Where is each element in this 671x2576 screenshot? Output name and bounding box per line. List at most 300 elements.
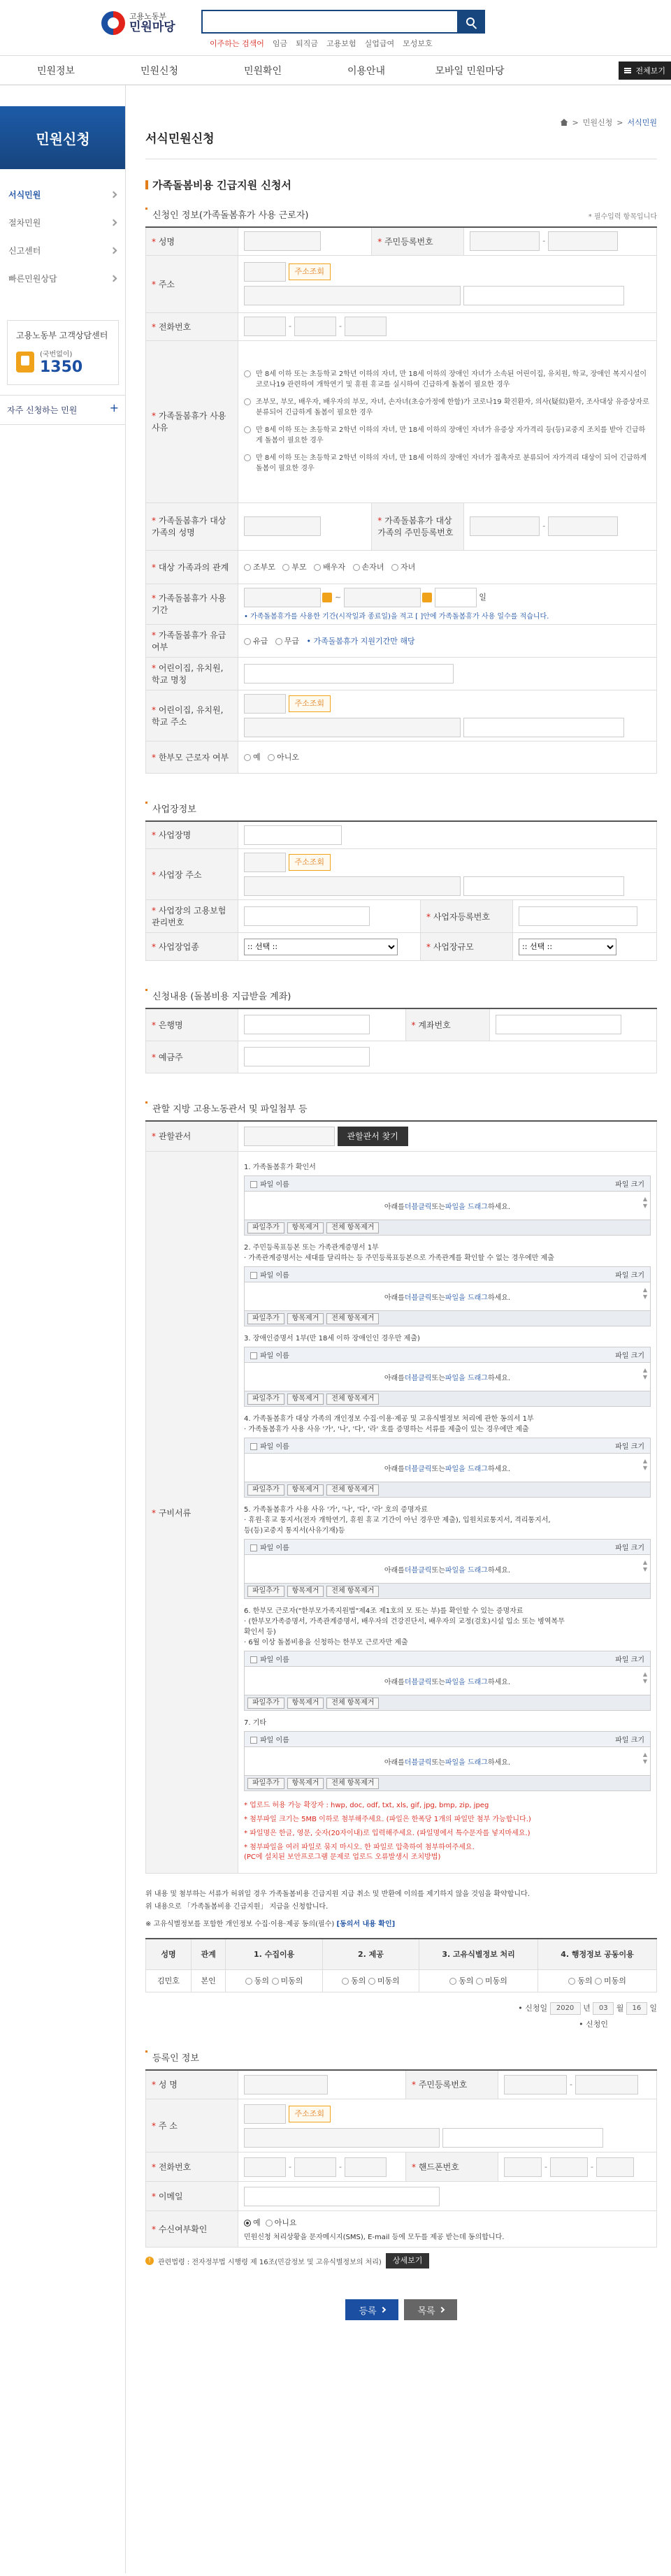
drop-text-link: 파일을 드래그 <box>445 1566 488 1575</box>
logo-title: 민원마당 <box>129 20 175 34</box>
biz-scale-select[interactable] <box>519 939 616 955</box>
reg-mobile-1-input[interactable] <box>504 2157 542 2177</box>
calendar-icon[interactable] <box>322 593 332 602</box>
reason-text: 만 8세 이하 또는 초등학교 2학년 이하의 자녀, 만 18세 이하의 장애인 자녀가 소속된 어린이집, 유치원, 학교, 장애인 복지시설이 코로나19 관련하여 개학연기 및 휴원 휴교를 실시하여 긴급하게 돌봄이 필요한 경우 <box>256 370 647 389</box>
select-all-checkbox[interactable] <box>250 1656 257 1663</box>
biz-address-detail-input[interactable] <box>463 876 624 896</box>
relation-radio[interactable] <box>353 564 360 571</box>
law-text: 관련법령 : 전자정부법 시행령 제 16조(민감정보 및 고유식별정보의 처리) <box>158 2258 382 2266</box>
office-search-button[interactable]: 관할관서 찾기 <box>338 1127 408 1146</box>
school-address-detail-input[interactable] <box>463 718 624 737</box>
label-text: 관할관서 <box>158 1131 192 1142</box>
file-list-header <box>245 1347 650 1363</box>
file-size-header: 파일 크기 <box>615 1656 644 1664</box>
law-detail-button[interactable]: 상세보기 <box>386 2253 430 2269</box>
file-add-button[interactable]: 파일추가 <box>247 1394 284 1405</box>
paid-option: 무급 <box>284 636 300 646</box>
file-remove-all-button[interactable]: 전체 항목제거 <box>326 1313 379 1324</box>
biz-insure-input[interactable] <box>244 906 370 926</box>
file-name-header: 파일 이름 <box>260 1544 289 1552</box>
reg-phone-2-input[interactable] <box>294 2157 336 2177</box>
biz-zipcode-input[interactable] <box>244 853 286 872</box>
hamburger-icon <box>624 68 631 73</box>
file-add-button[interactable]: 파일추가 <box>247 1778 284 1789</box>
field-label: * 이메일 <box>146 2182 238 2211</box>
date-day[interactable]: 16 <box>626 2002 647 2015</box>
reg-zipcode-input[interactable] <box>244 2104 286 2124</box>
name-input[interactable] <box>244 231 321 251</box>
drop-text: 또는 <box>431 1758 445 1767</box>
file-buttons <box>245 1482 650 1497</box>
file-list-header <box>245 1540 650 1555</box>
field-label: * 가족돌봄휴가 사용 사유 <box>146 340 238 502</box>
drop-text: 아래를 <box>384 1758 405 1767</box>
col-header: 2. 제공 <box>322 1939 419 1969</box>
recv-option: 아니요 <box>274 2218 297 2227</box>
scroll-arrows-icon[interactable]: ▲ ▼ <box>642 1671 647 1684</box>
field-label: * 성명 <box>146 227 238 255</box>
drop-text: 또는 <box>431 1566 445 1575</box>
drop-text-link: 더블클릭 <box>404 1203 432 1211</box>
chevron-right-icon <box>110 247 117 254</box>
reg-address-detail-input[interactable] <box>442 2128 603 2148</box>
field-label: * 전화번호 <box>146 312 238 340</box>
consent-name: 김민호 <box>146 1969 192 1992</box>
file-list-header <box>245 1438 650 1454</box>
recv-note: 민원신청 처리상황을 문자메시지(SMS), E-mail 등에 모두를 제공 받는데 동의합니다. <box>244 2234 505 2241</box>
search-box <box>201 10 485 34</box>
label-text: 사업자등록번호 <box>433 911 490 922</box>
keyword-link[interactable]: 모성보호 <box>403 39 433 48</box>
reg-rrn-second-input[interactable] <box>575 2075 638 2094</box>
label-text: 가족돌봄휴가 사용기간 <box>152 593 226 615</box>
field-label: * 한부모 근로자 여부 <box>146 741 238 773</box>
phone-icon <box>16 352 34 372</box>
school-zipcode-input[interactable] <box>244 694 286 714</box>
biz-address-input[interactable] <box>244 876 461 896</box>
consent-disagree-radio[interactable] <box>476 1978 483 1985</box>
target-rrn-second-input[interactable] <box>548 516 618 536</box>
field-label: * 은행명 <box>146 1008 238 1041</box>
rrn-second-input[interactable] <box>548 231 618 251</box>
file-add-button[interactable]: 파일추가 <box>247 1313 284 1324</box>
consent-agree-radio[interactable] <box>568 1978 575 1985</box>
submit-button[interactable] <box>345 2299 398 2320</box>
agree-consent-text: ※ 고유식별정보를 포함한 개인정보 수집·이용·제공 동의(필수) <box>145 1920 335 1928</box>
date-month[interactable]: 03 <box>593 2002 614 2015</box>
file-remove-button[interactable]: 항목제거 <box>287 1222 324 1233</box>
address-search-button[interactable]: 주소조회 <box>289 263 331 280</box>
field-label: * 성 명 <box>146 2070 238 2099</box>
page-title: 서식민원신청 <box>145 85 657 159</box>
school-address-search-button[interactable]: 주소조회 <box>289 695 331 712</box>
file-upload-box[interactable] <box>244 1651 651 1711</box>
recv-option: 예 <box>253 2218 261 2227</box>
select-all-checkbox[interactable] <box>250 1272 257 1279</box>
reason-radio[interactable] <box>244 454 251 461</box>
file-upload-box[interactable] <box>244 1539 651 1599</box>
file-buttons <box>245 1695 650 1710</box>
file-upload-box[interactable] <box>244 1266 651 1326</box>
agree-line: 위 내용으로 「가족돌봄비용 긴급지원」 지급을 신청합니다. <box>145 1903 329 1911</box>
consent-disagree-radio[interactable] <box>272 1978 279 1985</box>
agree-consent-line <box>145 1919 657 1930</box>
file-size-header: 파일 크기 <box>615 1443 644 1451</box>
calendar-icon[interactable] <box>422 593 432 602</box>
consent-disagree-radio[interactable] <box>368 1978 375 1985</box>
label-text: 가족돌봄휴가 대상가족의 성명 <box>152 516 226 537</box>
registrant-form: * 성 명 * 주민등록번호 - * 주 소 주소조회 * 전화번호 - - * 핸드폰번호 - - * 이메일 * 수신여부확인 예 아니요 민원신청 처리상황을 문자메시지(SMS), E-mail 등에 모두를 제공 받는데 동의합니다. <box>145 2069 657 2248</box>
chevron-right-icon <box>110 275 117 282</box>
drop-text: 아래를 <box>384 1678 405 1686</box>
biz-name-input[interactable] <box>244 825 342 845</box>
search-input[interactable] <box>203 11 457 32</box>
target-rrn-first-input[interactable] <box>470 516 540 536</box>
drop-text-link: 파일을 드래그 <box>445 1678 488 1686</box>
chevron-right-icon <box>380 2307 385 2313</box>
all-menu-button[interactable] <box>619 61 671 80</box>
col-header: 4. 행정정보 공동이용 <box>538 1939 657 1969</box>
drop-text-link: 파일을 드래그 <box>445 1465 488 1473</box>
relation-radio[interactable] <box>391 564 398 571</box>
breadcrumb-current[interactable]: 서식민원 <box>627 118 657 127</box>
label-text: 전화번호 <box>158 2162 192 2172</box>
file-remove-all-button[interactable]: 전체 항목제거 <box>326 1698 379 1709</box>
drop-text-link: 더블클릭 <box>404 1294 432 1302</box>
sidebar-item-report[interactable] <box>0 236 126 264</box>
radio-label: 동의 <box>351 1976 366 1985</box>
keyword-link[interactable]: 실업급여 <box>364 39 395 48</box>
file-remove-button[interactable]: 항목제거 <box>287 1484 324 1496</box>
consent-table <box>145 1938 657 1992</box>
relation-option: 조부모 <box>253 563 275 572</box>
col-header: 성명 <box>146 1939 192 1969</box>
radio-label: 미동의 <box>603 1976 626 1985</box>
consent-disagree-radio[interactable] <box>595 1978 602 1985</box>
chevron-right-icon <box>110 219 117 226</box>
file-drop-zone[interactable] <box>245 1363 650 1391</box>
file-buttons <box>245 1310 650 1326</box>
sidebar-item-consult[interactable] <box>0 264 126 292</box>
scroll-arrows-icon[interactable]: ▲ ▼ <box>642 1458 647 1471</box>
label-text: 사업장규모 <box>433 942 474 952</box>
search-button[interactable] <box>457 11 484 32</box>
phone-2-input[interactable] <box>294 317 336 336</box>
address-detail-input[interactable] <box>463 286 624 305</box>
file-remove-all-button[interactable]: 전체 항목제거 <box>326 1484 379 1496</box>
consent-relation: 본인 <box>191 1969 226 1992</box>
select-all-checkbox[interactable] <box>250 1544 257 1551</box>
file-upload-title: 2. 주민등록표등본 또는 가족관계증명서 1부 · 가족관계증명서는 세대를 달리하는 등 주민등록표등본으로 가족관계를 확인할 수 없는 경우에만 제출 <box>244 1244 554 1262</box>
file-name-header: 파일 이름 <box>260 1272 289 1280</box>
label-text: 가족돌봄휴가 대상가족의 주민등록번호 <box>377 516 454 537</box>
label-text: 구비서류 <box>158 1507 192 1518</box>
file-drop-zone[interactable] <box>245 1282 650 1310</box>
scroll-arrows-icon[interactable]: ▲ ▼ <box>642 1287 647 1300</box>
address-input[interactable] <box>244 286 461 305</box>
file-size-header: 파일 크기 <box>615 1544 644 1552</box>
reason-radio[interactable] <box>244 370 251 377</box>
upload-notes <box>244 1801 651 1862</box>
single-yes-radio[interactable] <box>244 754 251 761</box>
select-all-checkbox[interactable] <box>250 1737 257 1744</box>
field-label: * 가족돌봄휴가 대상가족의 주민등록번호 <box>372 502 464 550</box>
label-text: 대상 가족과의 관계 <box>158 562 229 572</box>
date-unit: 일 <box>649 2003 657 2013</box>
submit-label: 등록 <box>359 2306 377 2317</box>
select-all-checkbox[interactable] <box>250 1181 257 1188</box>
scroll-arrows-icon[interactable]: ▲ ▼ <box>642 1751 647 1765</box>
field-label: * 가족돌봄휴가 유급 여부 <box>146 624 238 657</box>
radio-label: 미동의 <box>377 1976 400 1985</box>
drop-text: 또는 <box>431 1465 445 1473</box>
file-upload-title: 5. 가족돌봄휴가 사용 사유 '가', '나', '다', '라' 호의 증명자료 · 휴원·휴교 통지서(전자 개학연기, 휴원 휴교 기간이 아닌 경우만 제출), 입원치료통지서, 격리통지서, 등(등)교중지 통지서(사유기재)등 <box>244 1506 551 1535</box>
call-center-box <box>7 320 119 385</box>
relation-radio[interactable] <box>314 564 321 571</box>
file-add-button[interactable]: 파일추가 <box>247 1586 284 1597</box>
popular-keywords-label: 이주하는 검색어 <box>210 39 264 48</box>
field-label: * 사업장업종 <box>146 933 238 961</box>
field-label: * 어린이집, 유치원, 학교 주소 <box>146 690 238 741</box>
gnb-item-info[interactable]: 민원정보 <box>36 65 75 77</box>
file-remove-button[interactable]: 항목제거 <box>287 1313 324 1324</box>
label-text: 어린이집, 유치원, 학교 주소 <box>152 704 224 727</box>
file-drop-zone[interactable] <box>245 1555 650 1583</box>
applicant-form: * 성명 * 주민등록번호 - * 주소 주소조회 * 전화번호 - - * 가족돌봄휴가 사용 사유 만 8세 이하 또는 초등학교 2학년 이하의 자녀, 만 18세 이하의 장애인 자녀가 소속된 어린이집, 유치원, 학교, 장애인 복지시설이 코로나19 관련하여 개학연기 및 휴원 휴교를 실시하여 긴급하게 돌봄이 필요한 경우 조부모, 부모, 배우자, 배우자의 부모, 자녀, 손자녀(초승가정에 한함)가 코로나19 확진환자, 의사(疑似)환자, 조사대상 유증상자로 분류되어 긴급하게 돌봄이 필요한 경우 만 8세 이하 또는 초등학교 2학년 이하의 자녀, 만 18세 이하의 장애인 자녀가 유증상 자가격리 등(등)교중지 조치를 받아 긴급하게 돌봄이 필요한 경우 만 8세 이하 또는 초등학교 2학년 이하의 자녀, 만 18세 이하의 장애인 자녀가 접촉자로 분류되어 자가격리 대상이 되어 긴급하게 돌봄이 필요한 경우 * 가족돌봄휴가 대상가족의 성명 * 가족돌봄휴가 대상가족의 주민등록번호 - * 대상 가족과의 관계 조부모 부모 배우자 손자녀 자녀 * 가족돌봄휴가 사용기간 ~ 일 • 가족돌봄휴가를 사용한 기간(시작일과 종료일)을 적고 [ ]안에 가족돌봄휴가 사용 일수를 적습니다. * 가족돌봄휴가 유급 여부 유급 무급 • 가족돌봄휴가 지원기간만 해당 * 어린이집, 유치원, 학교 명칭 * 어린이집, 유치원, 학교 주소 주소조회 * 한부모 근로자 여부 예 아니오 <box>145 226 657 774</box>
drop-text: 하세요. <box>487 1465 511 1473</box>
reg-email-input[interactable] <box>244 2187 440 2206</box>
field-label: * 사업장 주소 <box>146 849 238 900</box>
single-no-radio[interactable] <box>268 754 275 761</box>
logo-ministry: 고용노동부 <box>129 11 167 21</box>
target-name-input[interactable] <box>244 516 321 536</box>
paid-option: 유급 <box>253 636 268 646</box>
breadcrumb-sep: > <box>572 117 579 127</box>
file-add-button[interactable]: 파일추가 <box>247 1484 284 1496</box>
frequent-apps-toggle[interactable] <box>0 395 126 425</box>
school-name-input[interactable] <box>244 664 454 683</box>
file-remove-all-button[interactable]: 전체 항목제거 <box>326 1586 379 1597</box>
field-label: * 주소 <box>146 255 238 312</box>
reason-text: 만 8세 이하 또는 초등학교 2학년 이하의 자녀, 만 18세 이하의 장애인 자녀가 접촉자로 분류되어 자가격리 대상이 되어 긴급하게 돌봄이 필요한 경우 <box>256 454 647 472</box>
file-drop-zone[interactable] <box>245 1192 650 1220</box>
file-drop-zone[interactable] <box>245 1747 650 1775</box>
label-text: 계좌번호 <box>418 1020 451 1030</box>
consent-detail-link[interactable]: [동의서 내용 확인] <box>336 1920 396 1928</box>
field-label: * 대상 가족과의 관계 <box>146 550 238 584</box>
keyword-link[interactable]: 임금 <box>272 39 288 48</box>
keyword-link[interactable]: 고용보험 <box>326 39 356 48</box>
consent-agree-radio[interactable] <box>245 1978 252 1985</box>
date-unit: 년 <box>583 2003 591 2013</box>
label-text: 한부모 근로자 여부 <box>158 752 229 762</box>
unpaid-radio[interactable] <box>275 638 282 645</box>
file-drop-zone[interactable] <box>245 1667 650 1695</box>
section-title-registrant: 등록인 정보 <box>145 2050 199 2064</box>
plus-icon: + <box>109 401 119 414</box>
reason-text: 조부모, 부모, 배우자, 배우자의 부모, 자녀, 손자녀(초승가정에 한함)가 코로나19 확진환자, 의사(疑似)환자, 조사대상 유증상자로 분류되어 긴급하게 돌봄이 필요한 경우 <box>256 398 649 417</box>
file-upload-box[interactable] <box>244 1347 651 1407</box>
chevron-right-icon <box>110 191 117 198</box>
reason-radio[interactable] <box>244 398 251 405</box>
paid-note-text: 가족돌봄휴가 지원기간만 해당 <box>313 636 415 646</box>
file-list-header <box>245 1176 650 1192</box>
select-all-checkbox[interactable] <box>250 1443 257 1450</box>
drop-text: 하세요. <box>487 1294 511 1302</box>
drop-text: 아래를 <box>384 1566 405 1575</box>
upload-note: * 업로드 허용 가능 확장자 : hwp, doc, odf, txt, xls, gif, jpg, bmp, zip, jpeg <box>244 1802 489 1809</box>
reg-phone-1-input[interactable] <box>244 2157 286 2177</box>
field-label: * 사업장규모 <box>421 933 513 961</box>
signer-label: 신청인 <box>586 2019 608 2029</box>
gnb-item-guide[interactable]: 이용안내 <box>347 65 386 77</box>
radio-label: 동의 <box>577 1976 593 1985</box>
period-note-text: 가족돌봄휴가를 사용한 기간(시작일과 종료일)을 적고 [ ]안에 가족돌봄휴가 사용 일수를 적습니다. <box>250 612 549 621</box>
list-button[interactable] <box>404 2299 457 2320</box>
upload-note: * 첨부파일을 여러 파일로 묶지 마시오. 한 파일로 압축하여 첨부하여주세요. (PC에 설치된 보안프로그램 문제로 업로드 오류발생시 조치방법) <box>244 1844 475 1861</box>
agree-line: 위 내용 및 첨부하는 서류가 허위일 경우 가족돌봄비용 긴급지원 지급 취소 및 반환에 이의를 제기하지 않을 것임을 확약합니다. <box>145 1890 530 1898</box>
school-address-input[interactable] <box>244 718 461 737</box>
drop-text: 아래를 <box>384 1374 405 1382</box>
file-upload-box[interactable] <box>244 1438 651 1498</box>
account-number-input[interactable] <box>496 1015 621 1034</box>
drop-text: 또는 <box>431 1374 445 1382</box>
file-upload-box[interactable] <box>244 1175 651 1236</box>
section-title-account: 신청내용 (돌봄비용 지급받을 계좌) <box>145 989 291 1002</box>
consent-agree-radio[interactable] <box>449 1978 456 1985</box>
scroll-arrows-icon[interactable]: ▲ ▼ <box>642 1367 647 1380</box>
field-label: * 가족돌봄휴가 사용기간 <box>146 584 238 624</box>
gnb-item-apply[interactable]: 민원신청 <box>140 65 179 77</box>
gnb-item-mobile[interactable]: 모바일 민원마당 <box>435 65 505 77</box>
site-logo[interactable] <box>101 11 175 35</box>
biz-regno-input[interactable] <box>519 906 637 926</box>
phone-1-input[interactable] <box>244 317 286 336</box>
file-add-button[interactable]: 파일추가 <box>247 1698 284 1709</box>
popular-keywords <box>210 38 433 49</box>
file-upload-title: 3. 장애인증명서 1부(만 18세 이하 장애인인 경우만 제출) <box>244 1335 420 1343</box>
holder-input[interactable] <box>244 1047 370 1066</box>
zipcode-input[interactable] <box>244 262 286 282</box>
file-remove-all-button[interactable]: 전체 항목제거 <box>326 1778 379 1789</box>
paid-radio[interactable] <box>244 638 251 645</box>
reason-text: 만 8세 이하 또는 초등학교 2학년 이하의 자녀, 만 18세 이하의 장애인 자녀가 유증상 자가격리 등(등)교중지 조치를 받아 긴급하게 돌봄이 필요한 경우 <box>256 426 646 444</box>
reg-name-input[interactable] <box>244 2075 328 2094</box>
reg-address-search-button[interactable]: 주소조회 <box>289 2106 331 2122</box>
label-text: 사업장 주소 <box>158 869 202 880</box>
section-title-office: 관할 지방 고용노동관서 및 파일첨부 등 <box>145 1101 308 1115</box>
all-menu-label: 전체보기 <box>635 66 665 75</box>
field-label: * 핸드폰번호 <box>406 2152 498 2182</box>
label-text: 수신여부확인 <box>158 2224 208 2234</box>
file-size-header: 파일 크기 <box>615 1352 644 1360</box>
label-text: 전화번호 <box>158 321 192 332</box>
keyword-link[interactable]: 퇴직금 <box>296 39 319 48</box>
file-remove-button[interactable]: 항목제거 <box>287 1394 324 1405</box>
scroll-arrows-icon[interactable]: ▲ ▼ <box>642 1196 647 1209</box>
period-end-input[interactable] <box>344 588 421 607</box>
sidebar-item-form[interactable] <box>0 180 126 208</box>
home-icon[interactable] <box>561 119 568 126</box>
phone-3-input[interactable] <box>345 317 387 336</box>
period-days-input[interactable] <box>435 588 477 607</box>
file-add-button[interactable]: 파일추가 <box>247 1222 284 1233</box>
bank-input[interactable] <box>244 1015 370 1034</box>
table-row <box>146 1969 657 1992</box>
file-name-header: 파일 이름 <box>260 1656 289 1664</box>
search-icon <box>466 17 475 26</box>
reg-address-input[interactable] <box>244 2128 440 2148</box>
reason-radio[interactable] <box>244 426 251 433</box>
recv-yes-radio[interactable] <box>244 2220 251 2227</box>
period-start-input[interactable] <box>244 588 321 607</box>
rrn-first-input[interactable] <box>470 231 540 251</box>
chevron-right-icon <box>438 2307 444 2313</box>
reg-mobile-3-input[interactable] <box>596 2157 634 2177</box>
reg-mobile-2-input[interactable] <box>550 2157 588 2177</box>
label-text: 주소 <box>158 279 175 289</box>
account-form <box>145 1008 657 1073</box>
file-remove-all-button[interactable]: 전체 항목제거 <box>326 1394 379 1405</box>
field-label: * 가족돌봄휴가 대상가족의 성명 <box>146 502 238 550</box>
relation-option: 배우자 <box>323 563 346 572</box>
biz-type-select[interactable] <box>244 939 398 955</box>
scroll-arrows-icon[interactable]: ▲ ▼ <box>642 1559 647 1572</box>
gnb-item-check[interactable]: 민원확인 <box>243 65 282 77</box>
breadcrumb <box>561 117 657 128</box>
radio-label: 동의 <box>254 1976 270 1985</box>
file-buttons <box>245 1775 650 1790</box>
select-all-checkbox[interactable] <box>250 1352 257 1359</box>
file-name-header: 파일 이름 <box>260 1443 289 1451</box>
file-upload-box[interactable] <box>244 1731 651 1791</box>
field-label: * 관할관서 <box>146 1121 238 1152</box>
recv-no-radio[interactable] <box>266 2220 273 2227</box>
biz-address-search-button[interactable]: 주소조회 <box>289 854 331 871</box>
file-drop-zone[interactable] <box>245 1454 650 1482</box>
sidebar-item-label: 신고센터 <box>8 245 41 256</box>
reg-phone-3-input[interactable] <box>345 2157 387 2177</box>
drop-text-link: 파일을 드래그 <box>445 1203 488 1211</box>
radio-label: 미동의 <box>485 1976 507 1985</box>
file-remove-button[interactable]: 항목제거 <box>287 1586 324 1597</box>
file-remove-button[interactable]: 항목제거 <box>287 1778 324 1789</box>
field-label: * 사업자등록번호 <box>421 900 513 933</box>
section-title-applicant: 신청인 정보(가족돌봄휴가 사용 근로자) <box>145 208 308 221</box>
breadcrumb-item[interactable]: 민원신청 <box>582 118 613 127</box>
consent-agree-radio[interactable] <box>342 1978 349 1985</box>
required-note: * 필수입력 항목입니다 <box>588 213 657 221</box>
label-text: 주민등록번호 <box>384 236 433 247</box>
office-input[interactable] <box>244 1127 335 1146</box>
drop-text: 또는 <box>431 1203 445 1211</box>
sidebar-item-label: 절차민원 <box>8 217 41 228</box>
file-buttons <box>245 1391 650 1406</box>
col-header: 관계 <box>191 1939 226 1969</box>
relation-radio[interactable] <box>282 564 289 571</box>
list-label: 목록 <box>417 2306 435 2317</box>
period-unit: 일 <box>479 592 486 602</box>
relation-radio[interactable] <box>244 564 251 571</box>
sidebar-item-procedure[interactable] <box>0 208 126 236</box>
reg-rrn-first-input[interactable] <box>504 2075 567 2094</box>
label-text: 어린이집, 유치원, 학교 명칭 <box>152 663 224 685</box>
field-label: * 계좌번호 <box>405 1008 489 1041</box>
date-year[interactable]: 2020 <box>550 2002 581 2015</box>
global-nav <box>0 56 671 85</box>
file-remove-button[interactable]: 항목제거 <box>287 1698 324 1709</box>
file-remove-all-button[interactable]: 전체 항목제거 <box>326 1222 379 1233</box>
